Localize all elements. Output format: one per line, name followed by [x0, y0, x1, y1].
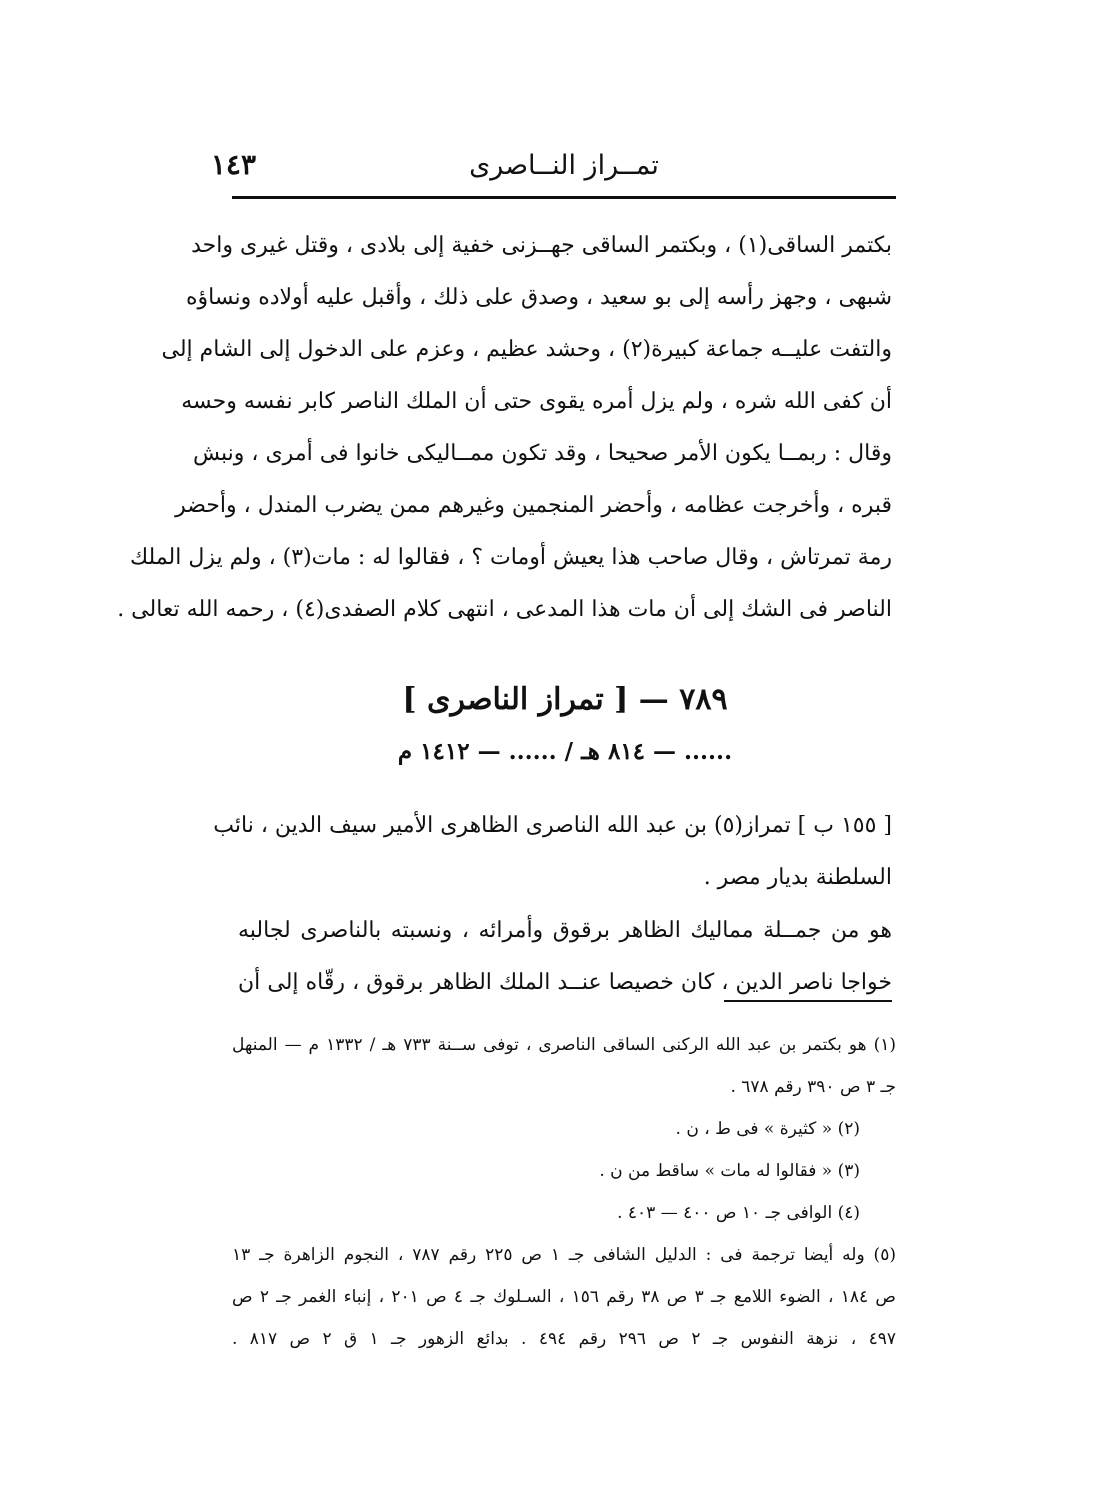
text-line: شبهى ، وجهز رأسه إلى بو سعيد ، وصدق على ذلك ، وأقبل عليه أولاده ونساؤه — [185, 285, 892, 310]
entry-dates: ...... — ٨١٤ هـ / ...... — ١٤١٢ م — [397, 738, 733, 765]
footnote-line: ٤٩٧ ، نزهة النفوس جـ ٢ ص ٢٩٦ رقم ٤٩٤ . بدائع الزهور جـ ١ ق ٢ ص ٨١٧ . — [232, 1329, 897, 1349]
text-line: وقال : ربمــا يكون الأمر صحيحا ، وقد تكون ممــاليكى خانوا فى أمرى ، ونبش — [192, 441, 892, 466]
header-rule — [232, 196, 896, 199]
text-line: هو من جمــلة مماليك الظاهر برقوق وأمرائه ، ونسبته بالناصرى لجالبه — [238, 918, 892, 943]
footnote-line: جـ ٣ ص ٣٩٠ رقم ٦٧٨ . — [730, 1077, 896, 1097]
footnote-line: (٢) « كثيرة » فى ط ، ن . — [675, 1119, 860, 1139]
text-line: رمة تمرتاش ، وقال صاحب هذا يعيش أومات ؟ ، فقالوا له : مات(٣) ، ولم يزل الملك — [130, 545, 892, 570]
entry-body — [238, 905, 892, 1009]
text-line: بكتمر الساقى(١) ، وبكتمر الساقى جهــزنى خفية إلى بلادى ، وقتل غيرى واحد — [191, 233, 892, 258]
text-line: والتفت عليــه جماعة كبيرة(٢) ، وحشد عظيم ، وعزم على الدخول إلى الشام إلى — [161, 337, 892, 362]
footnote-line: (٤) الوافى جـ ١٠ ص ٤٠٠ — ٤٠٣ . — [617, 1203, 860, 1223]
footnote-line: (٣) « فقالوا له مات » ساقط من ن . — [599, 1161, 860, 1181]
footnote-line: (٥) وله أيضا ترجمة فى : الدليل الشافى جـ ١ ص ٢٢٥ رقم ٧٨٧ ، النجوم الزاهرة جـ ١٣ — [232, 1245, 896, 1265]
text-line: الناصر فى الشك إلى أن مات هذا المدعى ، انتهى كلام الصفدى(٤) ، رحمه الله تعالى . — [117, 597, 892, 622]
entry-heading: ٧٨٩ — [ تمراز الناصرى ] — [402, 682, 728, 717]
footnotes — [232, 1024, 896, 1360]
text-line: خواجا ناصر الدين ، كان خصيصا عنــد الملك الظاهر برقوق ، رقّاه إلى أن — [238, 970, 892, 995]
paragraph-continuation — [117, 220, 892, 636]
text-line: أن كفى الله شره ، ولم يزل أمره يقوى حتى أن الملك الناصر كابر نفسه وحسه — [181, 389, 892, 414]
text-line: قبره ، وأخرجت عظامه ، وأحضر المنجمين وغيرهم ممن يضرب المندل ، وأحضر — [175, 493, 892, 518]
footnote-line: (١) هو بكتمر بن عبد الله الركنى الساقى الناصرى ، توفى ســنة ٧٣٣ هـ / ١٣٣٢ م — المنهل — [232, 1035, 897, 1055]
text-line: السلطنة بديار مصر . — [703, 865, 892, 890]
page-header — [210, 140, 896, 188]
entry-intro — [213, 800, 892, 904]
running-title: تمــراز النــاصرى — [469, 150, 659, 181]
text-line: [ ١٥٥ ب ] تمراز(٥) بن عبد الله الناصرى الظاهرى الأمير سيف الدين ، نائب — [213, 813, 892, 838]
page-number: ١٤٣ — [210, 148, 256, 181]
footnote-line: ص ١٨٤ ، الضوء اللامع جـ ٣ ص ٣٨ رقم ١٥٦ ، السـلوك جـ ٤ ص ٢٠١ ، إنباء الغمر جـ ٢ ص — [232, 1287, 896, 1307]
footnote-separator — [724, 1000, 892, 1002]
